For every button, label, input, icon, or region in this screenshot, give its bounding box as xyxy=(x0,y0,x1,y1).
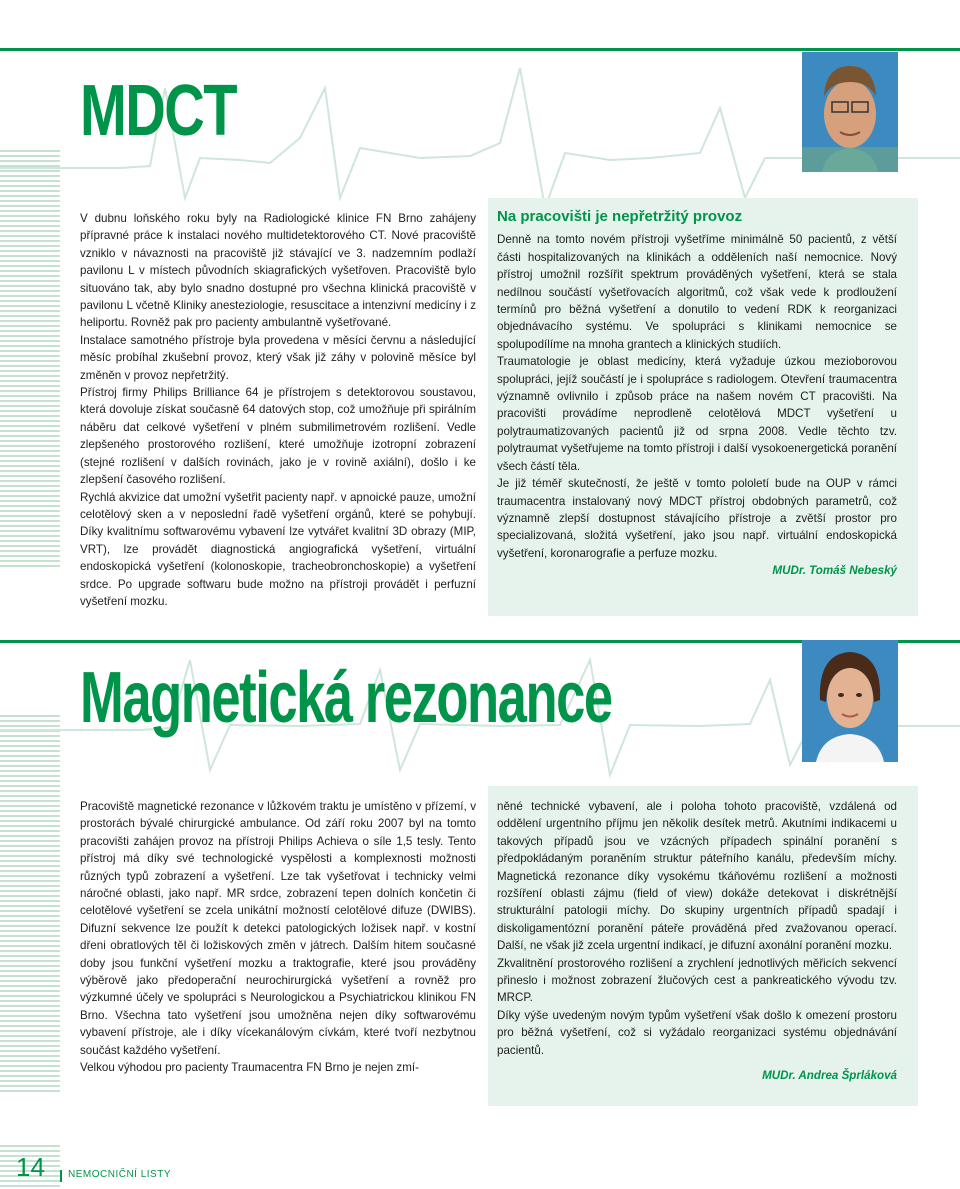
paragraph: V dubnu loňského roku byly na Radiologické klinice FN Brno zahájeny přípravné práce k instalaci nového multidetektorového CT. Nové pracoviště vzniklo v návaznosti na pracoviště již stávající ve 3. nadzemním podlaží pavilonu L v místech původních skiagrafických vyšetřoven. Pracoviště bylo situováno tak, aby bylo snadno dostupné pro všechna klinická pracoviště v pavilonu L včetně Kliniky anesteziologie, resuscitace a intenzivní medicíny i z heliportu. Rovněž pak pro pacienty ambulantně vyšetřované. xyxy=(80,212,476,330)
mdct-right-column xyxy=(497,208,897,580)
footer-divider xyxy=(60,1170,62,1182)
author-photo-nebesky xyxy=(802,52,898,172)
mdct-title: MDCT xyxy=(80,71,236,151)
portrait-man-image xyxy=(802,52,898,172)
page-number: 14 xyxy=(16,1152,45,1182)
paragraph: Pracoviště magnetické rezonance v lůžkovém traktu je umístěno v přízemí, v prostorách bývalé chirurgické ambulance. Od září roku 2007 byl na tomto pracovišti zahájen provoz na přístroji Philips Achieva o síle 1,5 tesly. Tento přístroj má díky své technologické vyspělosti a komplexnosti možnosti různých typů zobrazení a vyšetření. Lze tak vyšetřovat i technicky velmi náročné oblasti, jako např. MR srdce, zobrazení tepen dolních končetin či celotělové vyšetření se zcela unikátní možností celotělové difuze (DWIBS). Difuzní sekvence lze použít k detekci patologických ložisek např. v kostní dřeni obratlových těl či ložiskových změn v játrech. Dalším hitem současné doby jsou funkční vyšetření mozku a traktografie, které jsou prováděny výběrově jako předoperační neurochirurgická vyšetření a rovněž pro výzkumné účely ve spolupráci s Neurologickou a Psychiatrickou klinikou FN Brno. Všechna tato vyšetření jsou umožněna nejen díky softwarovému vybavení přístroje, ale i díky vícekanálovým cívkám, které tvoří nezbytnou součást každého vyšetření. xyxy=(80,800,476,1057)
magazine-name: NEMOCNIČNÍ LISTY xyxy=(68,1169,172,1180)
author-signature: MUDr. Tomáš Nebeský xyxy=(772,564,897,578)
portrait-woman-image xyxy=(802,640,898,762)
mr-right-column xyxy=(497,798,897,1085)
paragraph: Zkvalitnění prostorového rozlišení a zrychlení jednotlivých měřicích sekvencí přineslo i možnost zobrazení žlučových cest a pankreatického vývodu tzv. MRCP. xyxy=(497,956,897,1005)
paragraph: Denně na tomto novém přístroji vyšetříme minimálně 50 pacientů, z větší části hospitalizovaných na klinikách a odděleních naší nemocnice. Nový přístroj umožnil rozšířit spektrum prováděných vyšetření, která se stala nedílnou součástí vyšetřovacích algoritmů, což však vede k prodloužení termínů pro běžná vyšetření a donutilo to vedení RDK k reorganizaci objednávacího systému. Ve spolupráci s klinikami nemocnice se spolupodílíme na mnoha grantech a klinických studiích. xyxy=(497,233,897,351)
mdct-intro-column xyxy=(80,210,476,610)
paragraph: Instalace samotného přístroje byla provedena v měsíci červnu a následující měsíc probíhal zkušební provoz, který však již záhy v polovině měsíce byl změněn v provoz nepřetržitý. xyxy=(80,333,476,382)
mdct-subheading: Na pracovišti je nepřetržitý provoz xyxy=(497,208,743,225)
paragraph: Díky výše uvedeným novým typům vyšetření však došlo k omezení prostoru pro běžná vyšetření, což si vyžádalo reorganizaci systému objednávání pacientů. xyxy=(497,1008,897,1057)
paragraph: něné technické vybavení, ale i poloha tohoto pracoviště, vzdálená od oddělení urgentního příjmu jen několik desítek metrů. Akutními indikacemi u takových případů jsou ve vzácných případech spinální poranění s předpokládaným poraněním struktur páteřního kanálu, především míchy. Magnetická rezonance díky vysokému tkáňovému rozlišení a možnosti rozšíření oblasti zájmu (field of view) dokáže detekovat i diskrétnější strukturální patologii míchy. Do skupiny urgentních případů spadají i diskoligamentózní poranění páteře prováděná před zvažovanou operací. Další, ne však již zcela urgentní indikací, je difuzní axonální poranění mozku. xyxy=(497,800,897,953)
paragraph: Velkou výhodou pro pacienty Traumacentra FN Brno je nejen zmí- xyxy=(80,1061,419,1075)
mr-title: Magnetická rezonance xyxy=(80,658,612,738)
author-photo-sprlakova xyxy=(802,640,898,762)
paragraph: Rychlá akvizice dat umožní vyšetřit pacienty např. v apnoické pauze, umožní celotělový sken a v neposlední řadě vyšetření orgánů, které se pohybují. Díky kvalitnímu softwarovému vybavení lze vytvářet kvalitní 3D obrazy (MIP, VRT), lze provádět diagnostická angiografická vyšetření, virtuální endoskopická vyšetření (kolonoskopie, tracheobronchoskopie) a vyšetření srdce. Po upgrade softwaru bude možno na přístroji provádět i perfuzní vyšetření mozku. xyxy=(80,490,476,608)
paragraph: Přístroj firmy Philips Brilliance 64 je přístrojem s detektorovou soustavou, která dovoluje získat současně 64 datových stop, což umožňuje při spirálním náběru dat celkové vyšetření v plném submilimetrovém rozlišení. Vedle zlepšeného prostorového rozlišení, které umožňuje izotropní zobrazení (stejné rozlišení v dalších rovinách, jako je v rovině axiální), došlo i ke zlepšení časového rozlišení. xyxy=(80,386,476,487)
author-signature: MUDr. Andrea Šprláková xyxy=(762,1069,897,1083)
mr-left-column xyxy=(80,798,476,1077)
paragraph: Je již téměř skutečností, že ještě v tomto pololetí bude na OUP v rámci traumacentra instalovaný nový MDCT přístroj obdobných parametrů, což významně zlepší dostupnost stávajícího přístroje a zvětší prostor pro specializovaná, složitá vyšetření, jako jsou např. virtuální endoskopická vyšetření, koronarografie a perfuze mozku. xyxy=(497,477,897,560)
paragraph: Traumatologie je oblast medicíny, která vyžaduje úzkou mezioborovou spolupráci, jejíž součástí je i spolupráce s radiologem. Otevření traumacentra významně ovlivnilo i způsob práce na našem novém CT pracovišti. Na pracovišti provádíme neprodleně celotělová MDCT vyšetření u polytraumatizovaných pacientů již od srpna 2008. Vedle těchto tzv. polytraumat vyšetřujeme na tomto přístroji i další vysokoenergetická poranění všech částí těla. xyxy=(497,355,897,473)
